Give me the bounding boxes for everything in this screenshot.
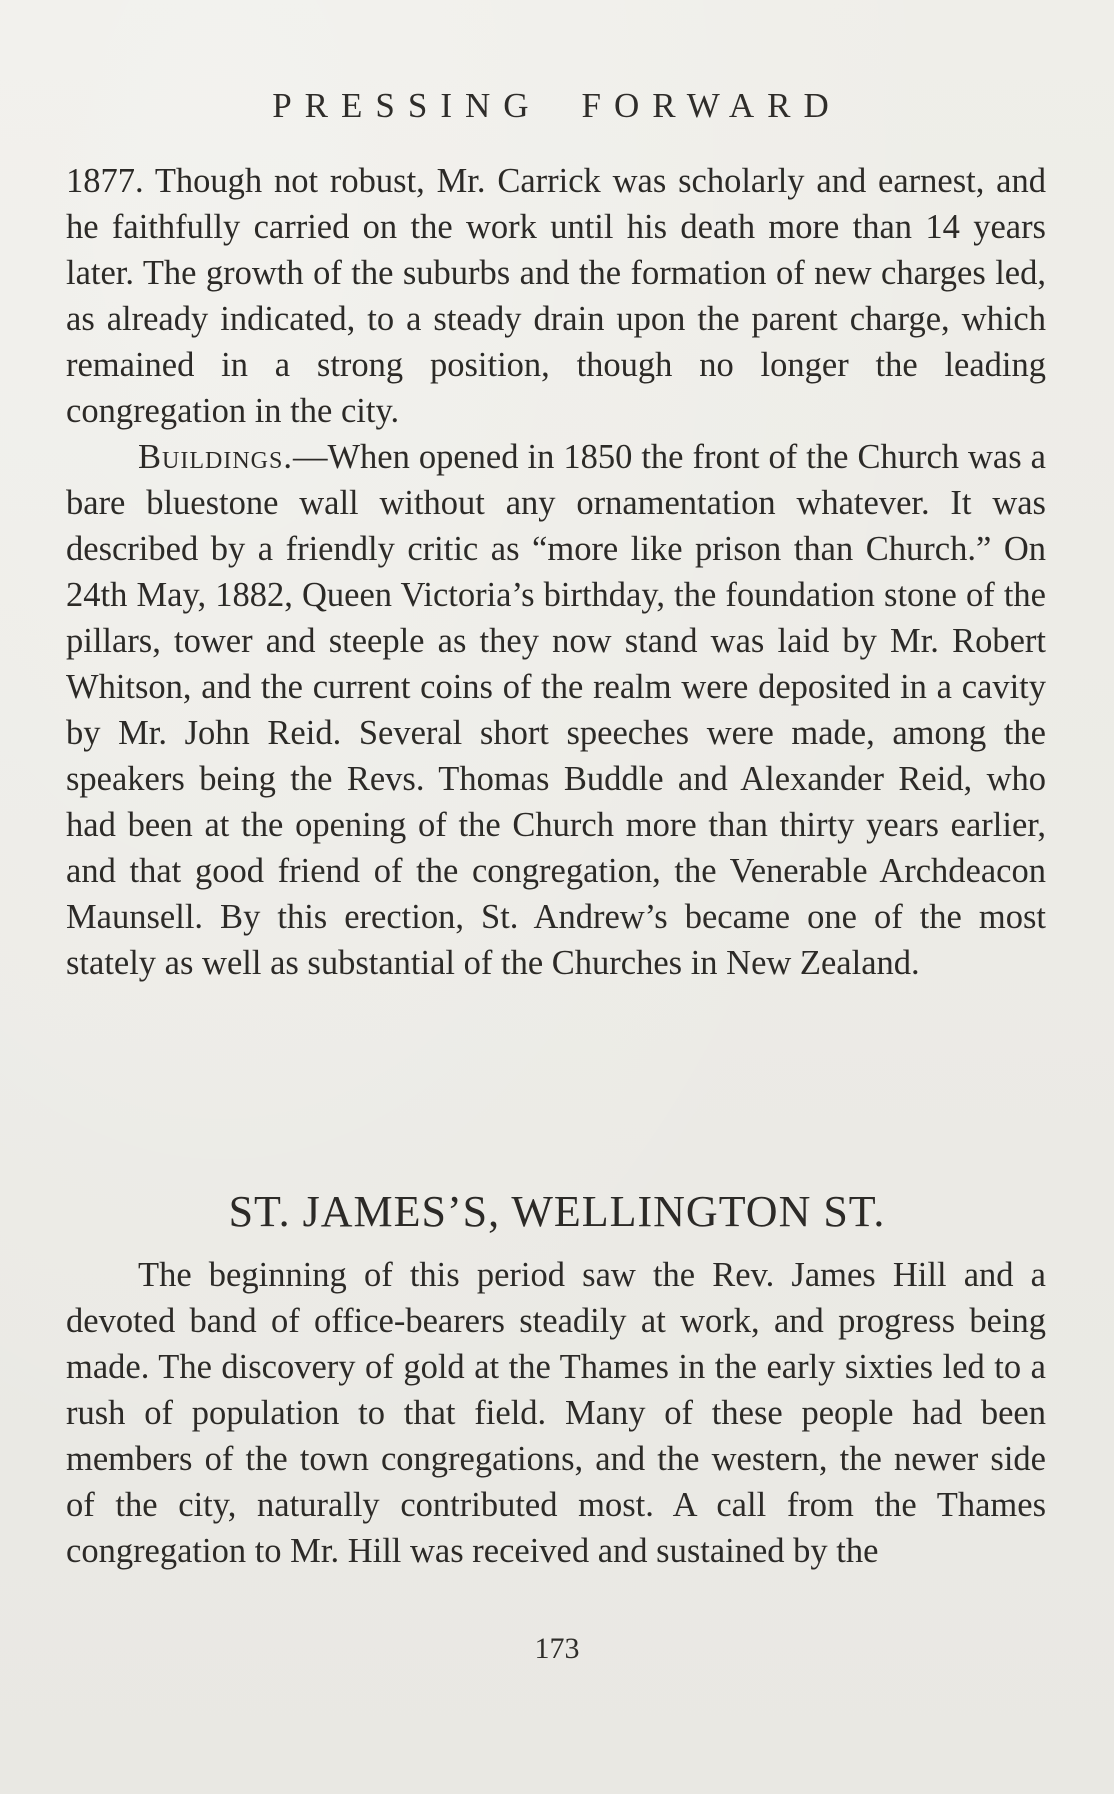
paragraph-continued: 1877. Though not robust, Mr. Carrick was scholarly and earnest, and he faithfully carried on the work until his death more than 14 years later. The growth of the suburbs and the formation of new charges led, as already indicated, to a steady drain upon the parent charge, which remained in a strong position, though no longer the leading congregation in the city. [66,162,1046,430]
body-text [66,158,1046,986]
section-heading: ST. JAMES’S, WELLINGTON ST. [228,1187,886,1236]
running-head-word-1: PRESSING [272,86,542,125]
paragraph-buildings-text: —When opened in 1850 the front of the Church was a bare bluestone wall without any ornamentation whatever. It was described by a friendly critic as “more like prison than Church.” On 24th May, 1882, Queen Victoria’s birthday, the foundation stone of the pillars, tower and steeple as they now stand was laid by Mr. Robert Whitson, and the current coins of the realm were deposited in a cavity by Mr. John Reid. Several short speeches were made, among the speakers being the Revs. Thomas Buddle and Alexander Reid, who had been at the opening of the Church more than thirty years earlier, and that good friend of the congregation, the Venerable Archdeacon Maunsell. By this erection, St. Andrew’s became one of the most stately as well as substantial of the Churches in New Zealand. [66,438,1046,982]
running-head [0,86,1114,126]
paragraph-st-james: The beginning of this period saw the Rev. James Hill and a devoted band of office-bearers steadily at work, and progress being made. The discovery of gold at the Thames in the early sixties led to a rush of population to that field. Many of these people had been members of the town congregations, and the western, the newer side of the city, naturally contributed most. A call from the Thames congregation to Mr. Hill was received and sustained by the [66,1256,1046,1570]
running-head-word-2: FORWARD [581,86,842,125]
section-body-text [66,1252,1046,1574]
page-number: 173 [534,1632,580,1665]
paragraph-label: Buildings. [138,438,293,476]
paragraph-buildings [66,434,1046,986]
